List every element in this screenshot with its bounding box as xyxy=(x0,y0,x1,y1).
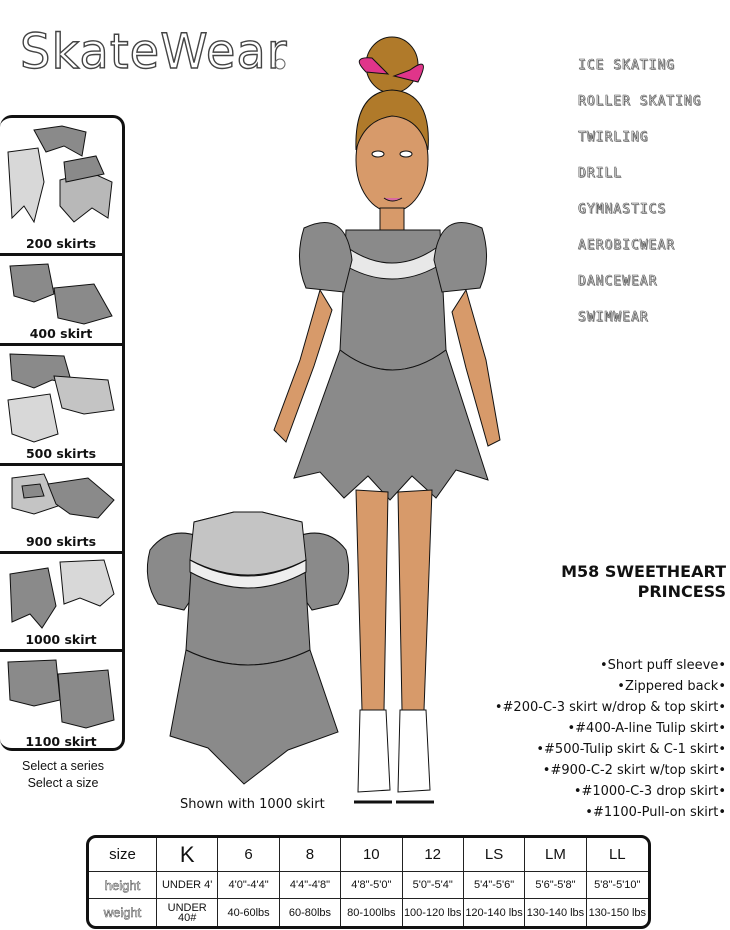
size-k[interactable]: K xyxy=(157,838,218,872)
select-size-text: Select a size xyxy=(27,776,99,790)
skatewear-logo xyxy=(18,16,288,84)
skirt-1000-label: 1000 skirt xyxy=(25,632,97,647)
product-title-line-1: M58 SWEETHEART xyxy=(561,562,726,581)
height-cell: UNDER 4' xyxy=(157,872,218,899)
category-dancewear[interactable]: DANCEWEAR xyxy=(578,274,658,289)
shown-with-caption: Shown with 1000 skirt xyxy=(180,797,325,812)
weight-row xyxy=(89,899,648,926)
height-cell: 4'0"-4'4" xyxy=(218,872,279,899)
weight-cell: 80-100lbs xyxy=(341,899,402,926)
height-cell: 4'8"-5'0" xyxy=(341,872,402,899)
logo-text: SkateWear xyxy=(20,24,288,80)
height-cell: 5'0"-5'4" xyxy=(403,872,464,899)
skirt-500-illustration xyxy=(4,350,116,446)
weight-cell: 130-150 lbs xyxy=(588,906,647,919)
category-gymnastics[interactable]: GYMNASTICS xyxy=(578,202,667,217)
size-12[interactable]: 12 xyxy=(403,838,464,872)
skirt-option-1100[interactable] xyxy=(0,652,122,751)
height-cell: 4'4"-4'8" xyxy=(280,872,341,899)
select-series-text: Select a series xyxy=(22,759,104,773)
height-row xyxy=(89,872,648,899)
feature-item: •#500-Tulip skirt & C-1 skirt• xyxy=(536,742,726,757)
category-drill[interactable]: DRILL xyxy=(578,166,623,181)
skirt-900-illustration xyxy=(4,470,116,534)
weight-label: weight xyxy=(89,899,157,926)
skirt-series-panel xyxy=(0,115,125,751)
skirt-200-illustration xyxy=(4,122,116,234)
skirt-400-label: 400 skirt xyxy=(29,326,93,341)
weight-cell: 60-80lbs xyxy=(280,899,341,926)
size-8[interactable]: 8 xyxy=(280,838,341,872)
skirt-option-500[interactable] xyxy=(0,346,122,466)
skirt-400-illustration xyxy=(4,260,116,326)
weight-cell: 130-140 lbs xyxy=(525,899,586,926)
feature-item: •#1100-Pull-on skirt• xyxy=(585,805,726,820)
feature-item: •#1000-C-3 drop skirt• xyxy=(573,784,726,799)
weight-cell: 120-140 lbs xyxy=(464,899,525,926)
feature-list xyxy=(495,655,726,823)
size-10[interactable]: 10 xyxy=(341,838,402,872)
height-label: height xyxy=(89,872,157,899)
skirt-900-label: 900 skirts xyxy=(25,534,97,549)
size-header-label: size xyxy=(89,838,157,872)
skirt-option-1000[interactable] xyxy=(0,554,122,652)
height-cell: 5'4"-5'6" xyxy=(464,872,525,899)
skirt-1000-illustration xyxy=(4,558,116,632)
height-cell: 5'6"-5'8" xyxy=(525,872,586,899)
skirt-option-200[interactable] xyxy=(0,118,122,256)
feature-item: •Short puff sleeve• xyxy=(599,658,726,673)
weight-cell: 40-60lbs xyxy=(218,899,279,926)
skirt-200-label: 200 skirts xyxy=(25,236,97,251)
product-title xyxy=(561,562,726,602)
weight-cell: UNDER 40# xyxy=(157,899,218,926)
feature-item: •Zippered back• xyxy=(617,679,726,694)
size-row xyxy=(89,838,648,872)
skirt-option-900[interactable] xyxy=(0,466,122,554)
size-chart-table xyxy=(86,835,651,929)
feature-item: •#400-A-line Tulip skirt• xyxy=(567,721,726,736)
feature-item: •#900-C-2 skirt w/top skirt• xyxy=(542,763,726,778)
category-list xyxy=(578,58,728,346)
category-swimwear[interactable]: SWIMWEAR xyxy=(578,310,649,325)
category-aerobicwear[interactable]: AEROBICWEAR xyxy=(578,238,676,253)
skirt-1100-illustration xyxy=(4,656,116,732)
skirt-1100-label: 1100 skirt xyxy=(25,734,97,749)
size-lm[interactable]: LM xyxy=(525,838,586,872)
category-ice-skating[interactable]: ICE SKATING xyxy=(578,58,676,73)
skirt-500-label: 500 skirts xyxy=(25,446,97,461)
skirt-option-400[interactable] xyxy=(0,256,122,346)
select-instructions xyxy=(8,758,118,792)
size-ll[interactable]: LL xyxy=(587,838,648,872)
product-title-line-2: PRINCESS xyxy=(637,582,726,601)
weight-cell: 100-120 lbs xyxy=(403,899,464,926)
dress-detail-illustration xyxy=(138,500,358,790)
size-ls[interactable]: LS xyxy=(464,838,525,872)
size-6[interactable]: 6 xyxy=(218,838,279,872)
category-twirling[interactable]: TWIRLING xyxy=(578,130,649,145)
feature-item: •#200-C-3 skirt w/drop & top skirt• xyxy=(494,700,726,715)
height-cell: 5'8"-5'10" xyxy=(587,872,648,899)
category-roller-skating[interactable]: ROLLER SKATING xyxy=(578,94,702,109)
